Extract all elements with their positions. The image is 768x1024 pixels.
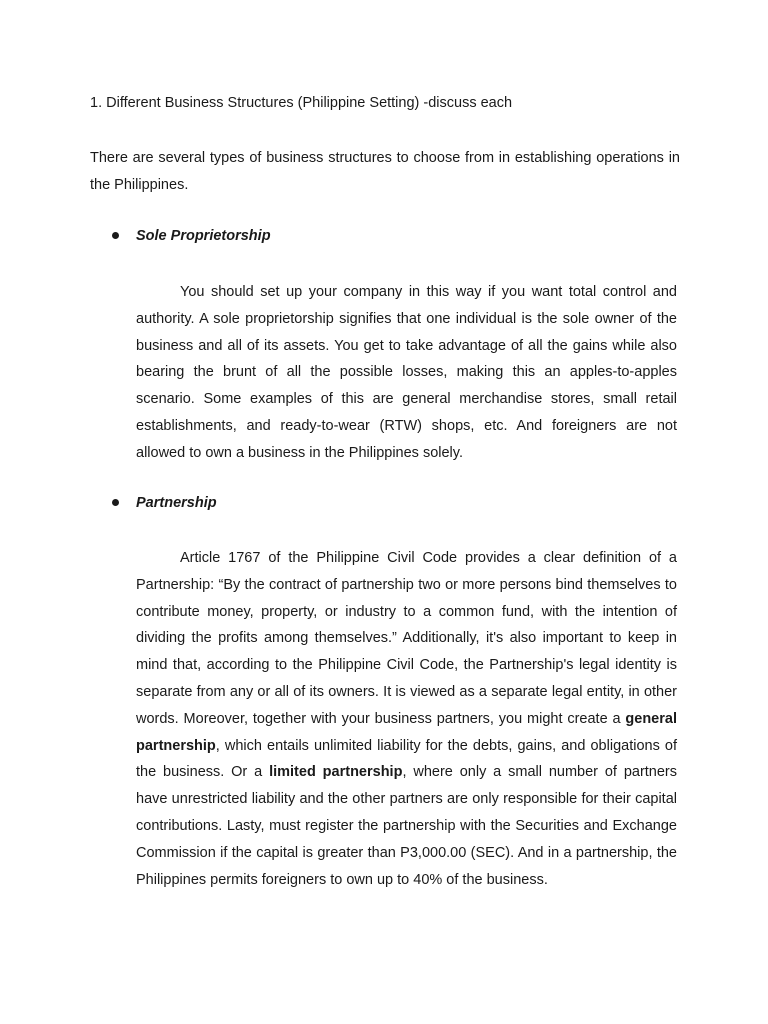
partnership-text-3: , where only a small number of partners have unrestricted liability and the other partners are only responsible for their capital contributions. Lasty, must register the partnership with the Securities and Exchange Commission if the capital is greater than P3,000.00 (SEC). And in a partnership, the Philippines permits foreigners to own up to 40% of the business. [136, 764, 678, 888]
bullet-icon [112, 232, 119, 239]
partnership-paragraph [136, 545, 677, 893]
intro-paragraph: There are several types of business structures to choose from in establishing operations in the Philippines. [90, 150, 680, 193]
general-partnership-term: general partnership [136, 710, 677, 754]
document-heading: 1. Different Business Structures (Philippine Setting) -discuss each [90, 95, 513, 111]
section-partnership [112, 493, 217, 513]
bullet-icon [112, 499, 119, 506]
section-sole-proprietorship [112, 226, 271, 246]
sole-proprietorship-paragraph: You should set up your company in this way if you want total control and authority. A sole proprietorship signifies that one individual is the sole owner of the business and all of its assets. You get to take advantage of all the gains while also bearing the brunt of all the possible losses, making this an apples-to-apples scenario. Some examples of this are general merchandise stores, small retail establishments, and ready-to-wear (RTW) shops, etc. And foreigners are not allowed to own a business in the Philippines solely. [136, 284, 677, 461]
limited-partnership-term: limited partnership [269, 764, 403, 781]
section-title: Sole Proprietorship [136, 228, 271, 244]
partnership-text-2: , which entails unlimited liability for the debts, gains, and obligations of the business. Or a [136, 737, 677, 781]
section-title: Partnership [136, 495, 217, 511]
partnership-text-1: Article 1767 of the Philippine Civil Code provides a clear definition of a Partnership: “By the contract of partnership two or more persons bind themselves to contribute money, property, or industry to a common fund, with the intention of dividing the profits among themselves.” Additionally, it's also important to keep in mind that, according to the Philippine Civil Code, the Partnership's legal identity is separate from any or all of its owners. It is viewed as a separate legal entity, in other words. Moreover, together with your business partners, you might create a [136, 550, 677, 727]
